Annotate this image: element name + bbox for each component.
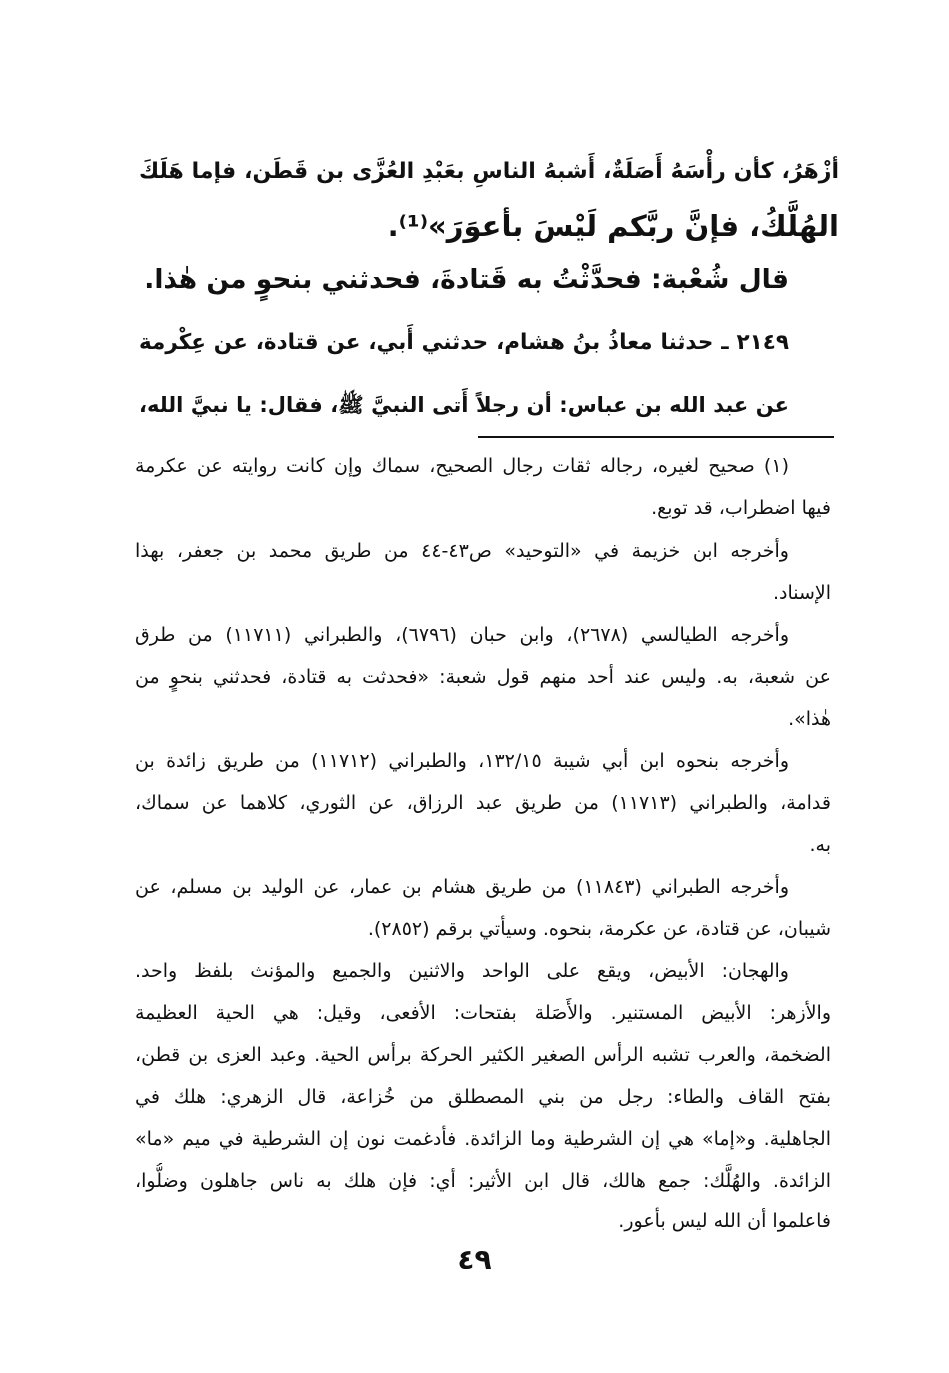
footnote-line: والهجان: الأبيض، ويقع على الواحد والاثنين والجميع والمؤنث بلفظ واحد. (135, 960, 789, 982)
footnote-line: عن شعبة، به. وليس عند أحد منهم قول شعبة: «فحدثت به قتادة، فحدثني بنحوٍ من (135, 666, 831, 688)
main-text-line-2: الهُلَّكُ، فإنَّ ربَّكم لَيْسَ بأعوَرَ»⁽¹⁾. (387, 209, 839, 243)
footnote-line: بفتح القاف والطاء: رجل من بني المصطلق من خُزاعة، قال الزهري: هلك في (135, 1086, 831, 1108)
footnote-line: فيها اضطراب، قد توبع. (651, 497, 831, 519)
footnote-line: والأزهر: الأبيض المستنير. والأَصَلة بفتحات: الأفعى، وقيل: هي الحية العظيمة (135, 1002, 831, 1024)
footnote-line: وأخرجه ابن خزيمة في «التوحيد» ص٤٣-٤٤ من طريق محمد بن جعفر، بهذا (135, 540, 789, 562)
footnote-line: الزائدة. والهُلَّك: جمع هالك، قال ابن الأثير: أي: فإن هلك به ناس جاهلون وضلُّوا، (135, 1170, 831, 1192)
footnote-line: فاعلموا أن الله ليس بأعور. (618, 1210, 831, 1232)
footnote-line: (١) صحيح لغيره، رجاله ثقات رجال الصحيح، سماك وإن كانت روايته عن عكرمة (135, 455, 789, 477)
footnote-line: هٰذا». (788, 708, 831, 730)
footnote-line: وأخرجه بنحوه ابن أبي شيبة ١٣٢/١٥، والطبراني (١١٧١٢) من طريق زائدة بن (135, 750, 789, 772)
footnote-line: الإسناد. (772, 582, 831, 604)
footnote-line: وأخرجه الطيالسي (٢٦٧٨)، وابن حبان (٦٧٩٦)، والطبراني (١١٧١١) من طرق (135, 624, 789, 646)
footnote-line: وأخرجه الطبراني (١١٨٤٣) من طريق هشام بن عمار، عن الوليد بن مسلم، عن (135, 876, 789, 898)
footnote-separator (478, 436, 834, 438)
footnote-line: قدامة، والطبراني (١١٧١٣) من طريق عبد الرزاق، عن الثوري، كلاهما عن سماك، (135, 792, 831, 814)
page-number: ٤٩ (457, 1243, 492, 1276)
footnote-line: الجاهلية. و«إما» هي إن الشرطية وما الزائدة. فأدغمت نون إن الشرطية في ميم «ما» (135, 1128, 831, 1150)
footnote-line: الضخمة، والعرب تشبه الرأس الصغير الكثير الحركة برأس الحية. وعبد العزى بن قطن، (135, 1044, 831, 1066)
main-text-line-1: أزْهَرُ، كأن رأْسَهُ أَصَلَةٌ، أَشبهُ الناسِ بعَبْدِ العُزَّى بن قَطَن، فإما هَلَكَ (139, 159, 839, 184)
footnote-line: شيبان، عن قتادة، عن عكرمة، بنحوه. وسيأتي برقم (٢٨٥٢). (367, 918, 831, 940)
main-text-line-5: عن عبد الله بن عباس: أن رجلاً أَتى النبيَّ ﷺ، فقال: يا نبيَّ الله، (139, 393, 789, 417)
footnote-line: به. (809, 834, 831, 856)
main-text-line-3: قال شُعْبة: فحدَّثْتُ به قَتادةَ، فحدثني بنحوٍ من هٰذا. (144, 264, 789, 295)
hadith-number-line: ٢١٤٩ ـ حدثنا معاذُ بنُ هشام، حدثني أَبي، عن قتادة، عن عِكْرمة (139, 330, 789, 355)
